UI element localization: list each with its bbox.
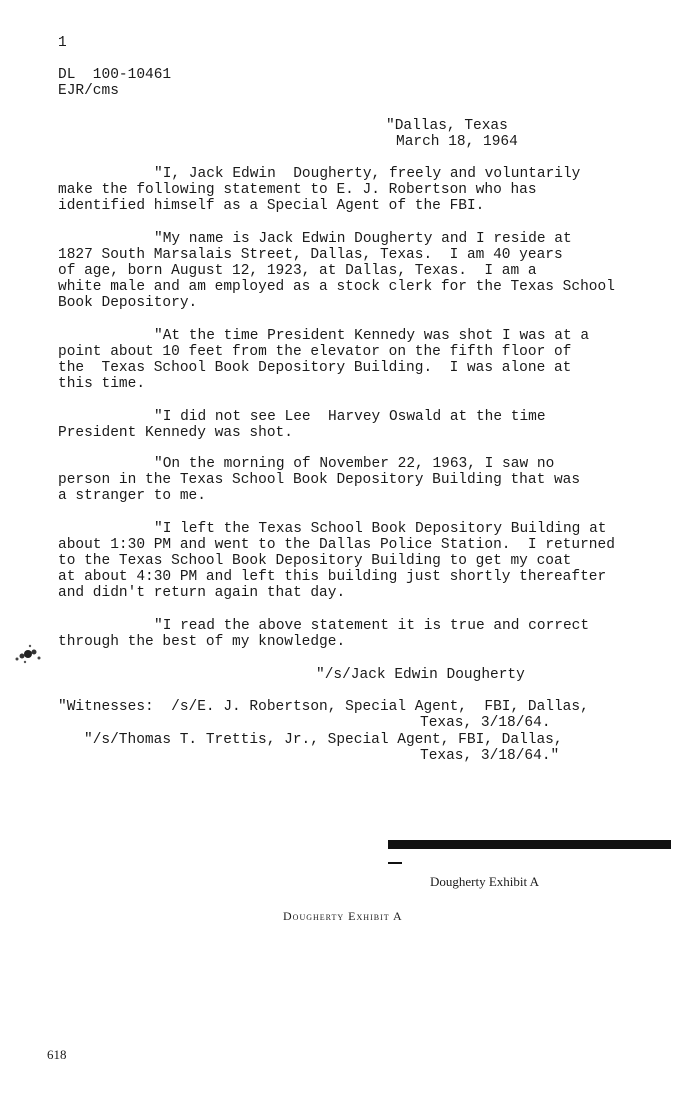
paragraph-line: of age, born August 12, 1923, at Dallas, Texas. I am a <box>58 263 537 279</box>
paragraph-line: "I did not see Lee Harvey Oswald at the time <box>154 409 546 425</box>
paragraph-line: President Kennedy was shot. <box>58 425 293 441</box>
dateline-place: "Dallas, Texas <box>386 118 508 134</box>
signature-line: "/s/Jack Edwin Dougherty <box>316 667 525 683</box>
paragraph-line: at about 4:30 PM and left this building just shortly thereafter <box>58 569 607 585</box>
statement-paragraph-7 <box>58 618 678 650</box>
witnesses-line-3: "/s/Thomas T. Trettis, Jr., Special Agent, FBI, Dallas, <box>84 732 563 748</box>
witnesses-line-2: Texas, 3/18/64. <box>420 715 551 731</box>
file-number: DL 100-10461 <box>58 67 172 83</box>
witnesses-line-1: "Witnesses: /s/E. J. Robertson, Special Agent, FBI, Dallas, <box>58 699 589 715</box>
page-number: 618 <box>47 1047 67 1062</box>
paragraph-line: through the best of my knowledge. <box>58 634 346 650</box>
statement-paragraph-2 <box>58 231 678 311</box>
paragraph-line: the Texas School Book Depository Building. I was alone at <box>58 360 572 376</box>
page-marker: 1 <box>58 35 67 51</box>
paragraph-line: a stranger to me. <box>58 488 206 504</box>
typist-initials: EJR/cms <box>58 83 119 99</box>
statement-paragraph-3 <box>58 328 678 392</box>
witnesses-line-4: Texas, 3/18/64." <box>420 748 560 764</box>
paragraph-line: and didn't return again that day. <box>58 585 346 601</box>
exhibit-caption: Dougherty Exhibit A <box>283 909 403 923</box>
paragraph-line: point about 10 feet from the elevator on the fifth floor of <box>58 344 572 360</box>
paragraph-line: Book Depository. <box>58 295 198 311</box>
paragraph-line: "My name is Jack Edwin Dougherty and I reside at <box>154 231 572 247</box>
paragraph-line: about 1:30 PM and went to the Dallas Police Station. I returned <box>58 537 615 553</box>
short-dash-mark <box>388 862 402 864</box>
statement-paragraph-6 <box>58 521 678 601</box>
paragraph-line: make the following statement to E. J. Robertson who has <box>58 182 537 198</box>
dateline-date: March 18, 1964 <box>396 134 518 150</box>
paragraph-line: "At the time President Kennedy was shot I was at a <box>154 328 590 344</box>
paragraph-line: person in the Texas School Book Depository Building that was <box>58 472 581 488</box>
paragraph-line: "On the morning of November 22, 1963, I saw no <box>154 456 555 472</box>
paragraph-line: white male and am employed as a stock clerk for the Texas School <box>58 279 615 295</box>
paragraph-line: "I read the above statement it is true and correct <box>154 618 590 634</box>
ink-smudge-mark <box>8 640 48 668</box>
paragraph-line: 1827 South Marsalais Street, Dallas, Texas. I am 40 years <box>58 247 563 263</box>
statement-paragraph-5 <box>58 456 678 504</box>
paragraph-line: "I, Jack Edwin Dougherty, freely and voluntarily <box>154 166 581 182</box>
statement-paragraph-1 <box>58 166 678 214</box>
paragraph-line: "I left the Texas School Book Depository Building at <box>154 521 607 537</box>
statement-paragraph-4 <box>58 409 678 441</box>
redaction-bar <box>388 840 671 849</box>
paragraph-line: to the Texas School Book Depository Building to get my coat <box>58 553 572 569</box>
paragraph-line: identified himself as a Special Agent of the FBI. <box>58 198 485 214</box>
paragraph-line: this time. <box>58 376 146 392</box>
exhibit-label: Dougherty Exhibit A <box>430 874 540 889</box>
